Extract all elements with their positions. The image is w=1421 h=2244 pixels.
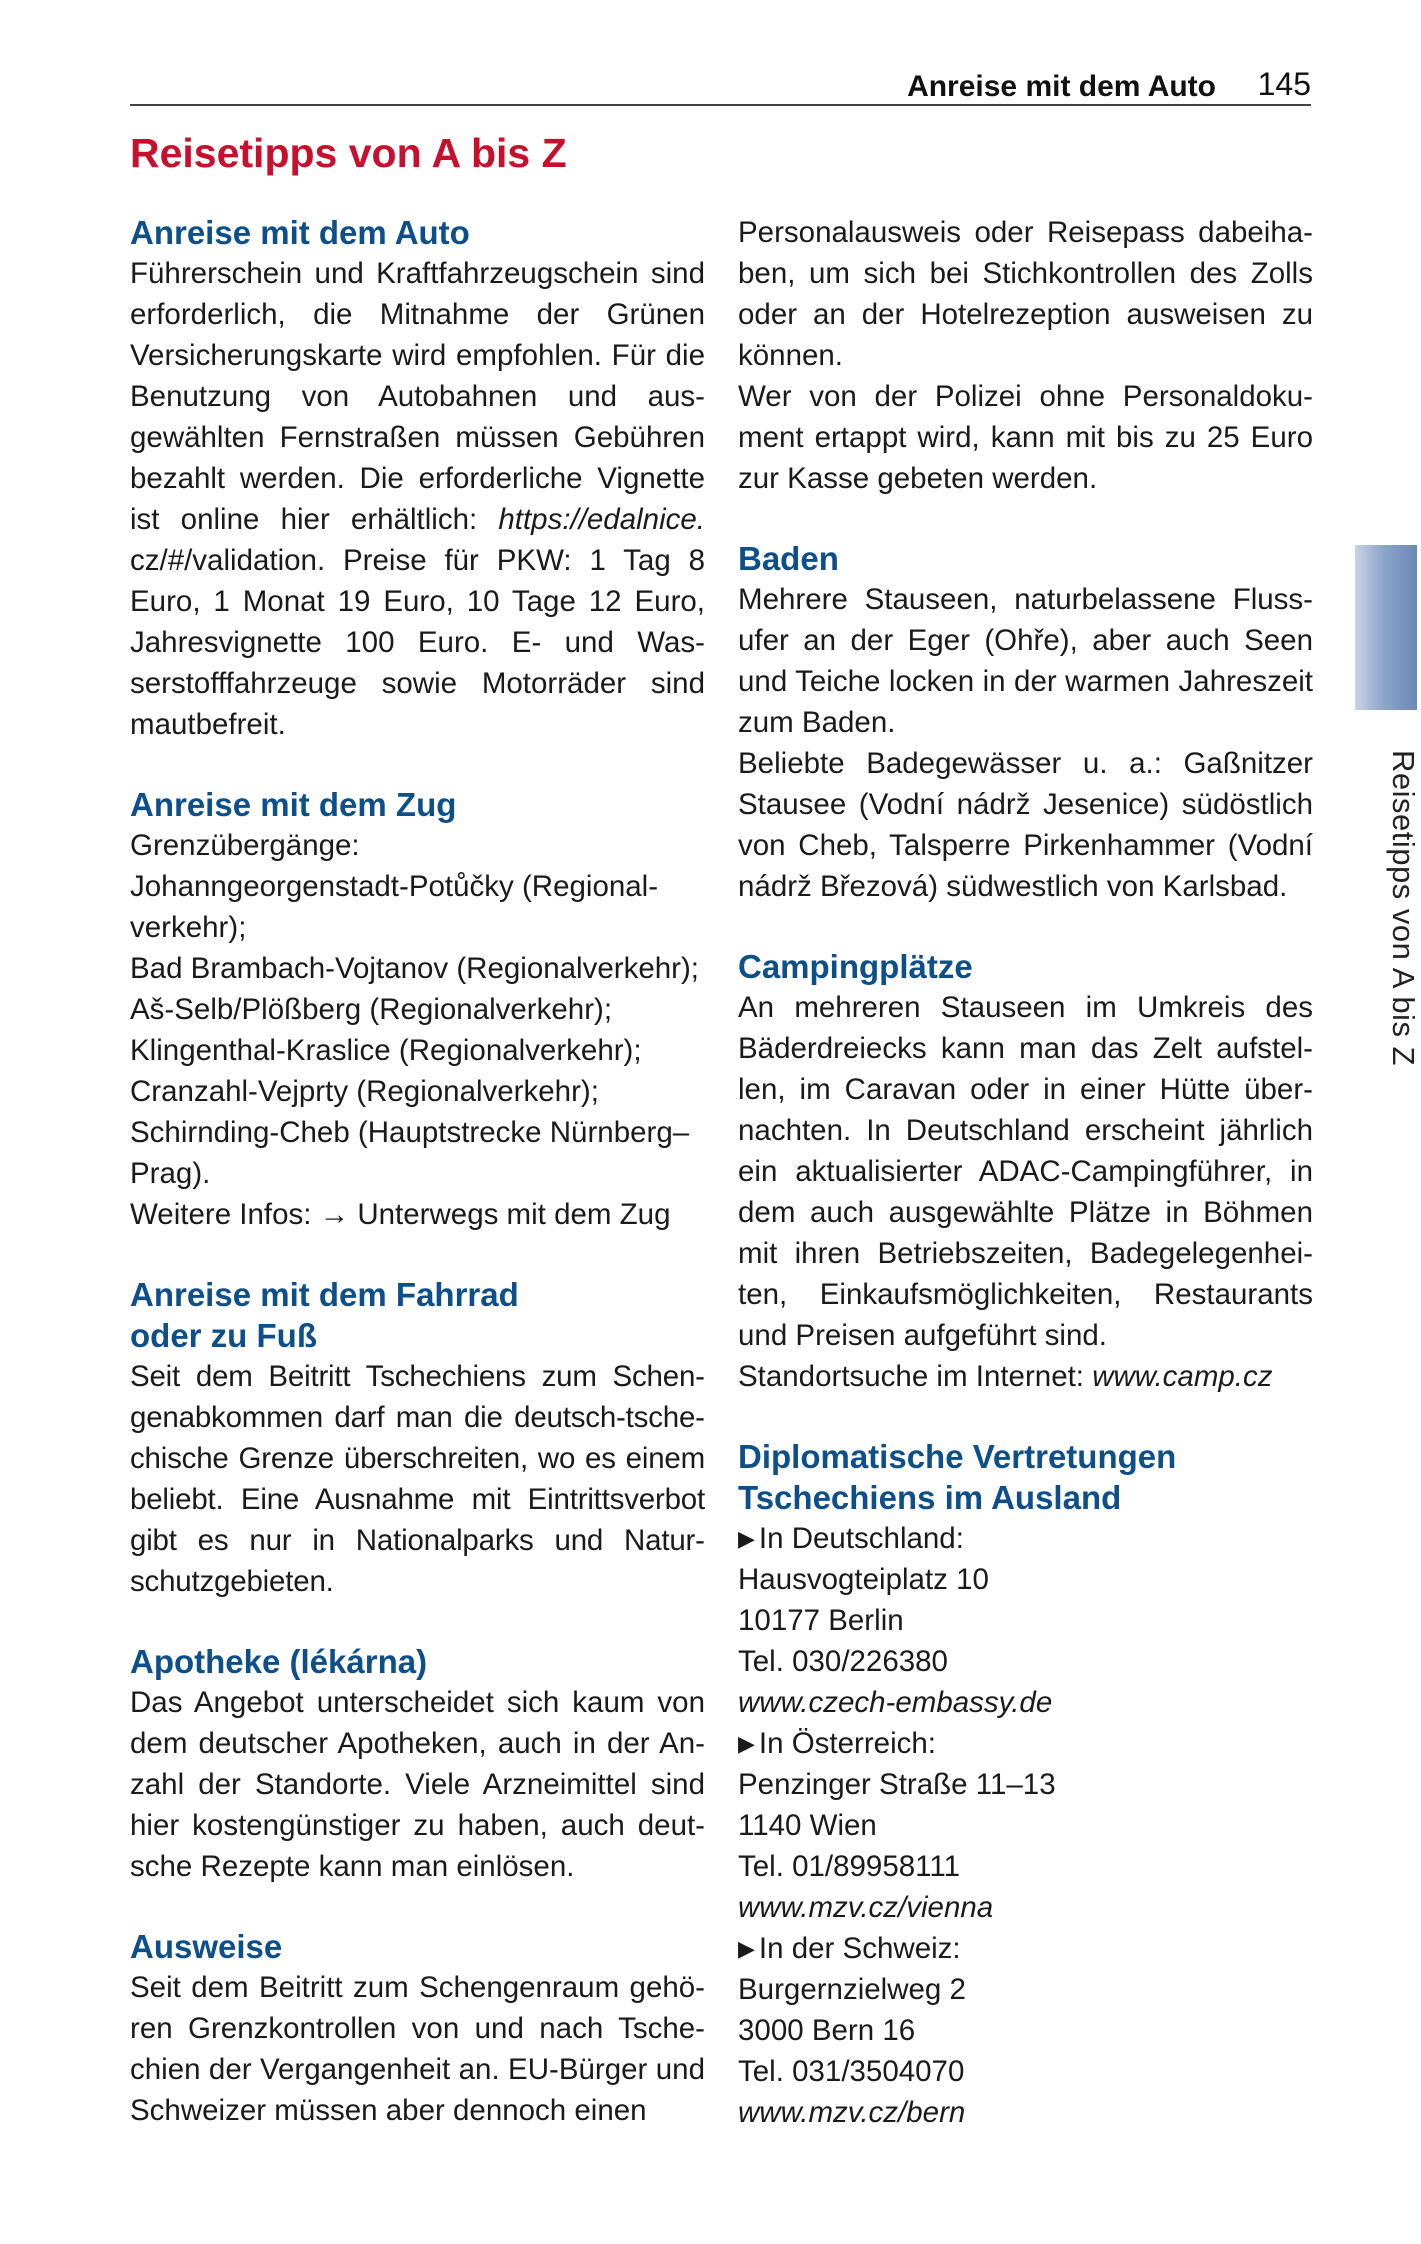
embassy-city: 3000 Bern 16 [738, 2014, 916, 2047]
section-ausweise [130, 1926, 705, 2131]
section-text: Beliebte Badegewässer u. a.: Gaßnitzer Stausee (Vodní nádrž Jesenice) südöstlich von Cheb, Talsperre Pirkenhammer (Vodní nádrž Březová) südwestlich von Karlsbad. [738, 747, 1313, 903]
section-heading: Ausweise [130, 1928, 283, 1965]
section-text: Seit dem Beitritt Tschechiens zum Schengenabkommen darf man die deutsch-tschechische Grenze überschreiten, wo es einem beliebt. Eine Ausnahme mit Eintrittsverbot gibt es nur in Nationalparks und Naturschutzgebieten. [130, 1360, 705, 1598]
zug-line: Cranzahl-Vejprty (Regionalverkehr); [130, 1075, 599, 1108]
embassy-tel: Tel. 01/89958111 [738, 1850, 960, 1883]
side-tab-label: Reisetipps von A bis Z [1386, 750, 1421, 1066]
side-thumb-tab [1355, 545, 1417, 710]
section-diplomatic [738, 1436, 1313, 2133]
triangle-bullet-icon: ▶ [738, 1731, 755, 1756]
section-text: Standortsuche im Internet: www.camp.cz [738, 1360, 1273, 1393]
section-heading: Anreise mit dem Fahrrad [130, 1276, 519, 1313]
embassy-tel: Tel. 030/226380 [738, 1645, 948, 1678]
section-text: Führerschein und Kraftfahrzeugschein sind erforderlich, die Mitnahme der Grünen Versicherungskarte wird empfohlen. Für die Benutzung von Autobahnen und ausgewählten Fernstraßen müssen Gebühren bezahlt werden. Die erforderliche Vignette ist online hier erhältlich: https://edalnice. cz/#/validation. Preise für PKW: 1 Tag 8 Euro, 1 Monat 19 Euro, 10 Tage 12 Euro, Jahresvignette 100 Euro. E- und Wasserstofffahrzeuge sowie Motorräder sind mautbefreit. [130, 257, 705, 741]
embassy-web-link[interactable]: www.mzv.cz/vienna [738, 1891, 994, 1924]
running-title: Anreise mit dem Auto [907, 70, 1216, 103]
section-heading-line2: oder zu Fuß [130, 1317, 317, 1354]
embassy-web-link[interactable]: www.mzv.cz/bern [738, 2096, 966, 2129]
embassy-street: Burgernzielweg 2 [738, 1973, 966, 2006]
embassy-city: 10177 Berlin [738, 1604, 904, 1637]
section-auto [130, 212, 705, 745]
embassy-entry [738, 1518, 1313, 1723]
embassy-country: ▶ In Österreich: [738, 1727, 936, 1760]
section-fahrrad [130, 1274, 705, 1602]
page-title: Reisetipps von A bis Z [130, 130, 567, 176]
section-heading: Anreise mit dem Auto [130, 214, 470, 251]
section-heading: Apotheke (lékárna) [130, 1643, 428, 1680]
embassy-entry [738, 1723, 1313, 1928]
section-text: Seit dem Beitritt zum Schengenraum gehören Grenzkontrollen von und nach Tschechien der Vergangenheit an. EU-Bürger und Schweizer müssen aber dennoch einen [130, 1971, 705, 2127]
section-ausweise-continued [738, 212, 1313, 499]
section-text: An mehreren Stauseen im Umkreis des Bäderdreiecks kann man das Zelt aufstellen, im Caravan oder in einer Hütte übernachten. In Deutschland erscheint jährlich ein aktualisierter ADAC-Campingführer, in dem auch ausgewählte Plätze in Böhmen mit ihren Betriebszeiten, Badegelegenheiten, Einkaufsmöglichkeiten, Restaurants und Preisen aufgeführt sind. [738, 991, 1313, 1352]
right-column [738, 212, 1313, 2172]
section-camping [738, 946, 1313, 1397]
section-text: Das Angebot unterscheidet sich kaum von dem deutscher Apotheken, auch in der Anzahl der Standorte. Viele Arzneimittel sind hier kostengünstiger zu haben, auch deutsche Rezepte kann man einlösen. [130, 1686, 705, 1883]
left-column [130, 212, 705, 2170]
zug-crossref[interactable]: Weitere Infos: → Unterwegs mit dem Zug [130, 1198, 671, 1231]
embassy-street: Hausvogteiplatz 10 [738, 1563, 989, 1596]
zug-line: Johanngeorgenstadt-Potůčky (Regional-verkehr); [130, 870, 659, 944]
zug-line: Aš-Selb/Plößberg (Regionalverkehr); [130, 993, 613, 1026]
embassy-street: Penzinger Straße 11–13 [738, 1768, 1056, 1801]
section-heading: Campingplätze [738, 948, 973, 985]
embassy-tel: Tel. 031/3504070 [738, 2055, 965, 2088]
section-heading: Diplomatische Vertretungen [738, 1438, 1177, 1475]
section-heading-line2: Tschechiens im Ausland [738, 1479, 1122, 1516]
embassy-country: ▶ In der Schweiz: [738, 1932, 961, 1965]
triangle-bullet-icon: ▶ [738, 1936, 755, 1961]
section-heading: Baden [738, 540, 839, 577]
section-apotheke [130, 1641, 705, 1887]
embassy-country: ▶ In Deutschland: [738, 1522, 964, 1555]
section-text: Mehrere Stauseen, naturbelassene Flussufer an der Eger (Ohře), aber auch Seen und Teiche locken in der warmen Jahreszeit zum Baden. [738, 583, 1313, 739]
zug-line: Schirnding-Cheb (Hauptstrecke Nürnberg–Prag). [130, 1116, 690, 1190]
vignette-link[interactable]: https://edalnice. [498, 503, 705, 536]
page-header [130, 60, 1311, 106]
zug-line: Klingenthal-Kraslice (Regionalverkehr); [130, 1034, 642, 1067]
embassy-web-link[interactable]: www.czech-embassy.de [738, 1686, 1053, 1719]
zug-line: Bad Brambach-Vojtanov (Regionalverkehr); [130, 952, 699, 985]
section-heading: Anreise mit dem Zug [130, 786, 457, 823]
section-baden [738, 538, 1313, 907]
section-text: Wer von der Polizei ohne Personaldokument ertappt wird, kann mit bis zu 25 Euro zur Kasse gebeten werden. [738, 380, 1313, 495]
page-number: 145 [1257, 66, 1311, 102]
camping-link[interactable]: www.camp.cz [1092, 1360, 1273, 1393]
triangle-bullet-icon: ▶ [738, 1526, 755, 1551]
embassy-city: 1140 Wien [738, 1809, 877, 1842]
zug-line: Grenzübergänge: [130, 829, 360, 862]
section-text: Personalausweis oder Reisepass dabeihaben, um sich bei Stichkontrollen des Zolls oder an der Hotelrezeption ausweisen zu können. [738, 216, 1313, 372]
section-zug [130, 784, 705, 1235]
embassy-entry [738, 1928, 1313, 2133]
